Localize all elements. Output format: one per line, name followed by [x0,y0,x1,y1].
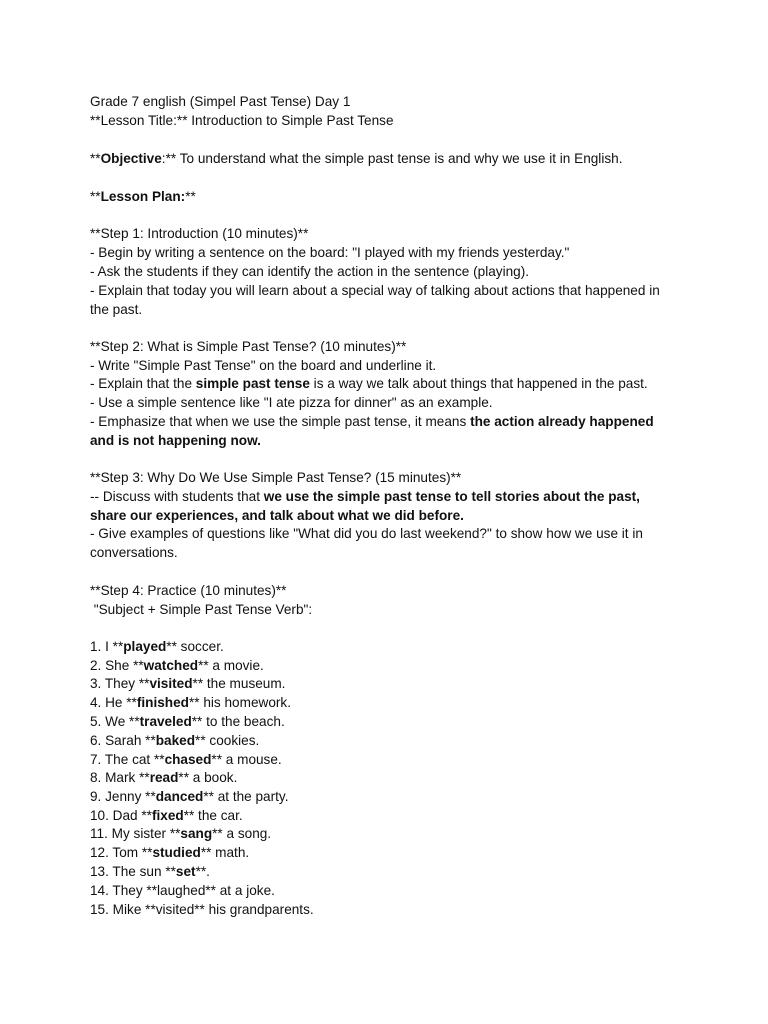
example-verb: watched [143,658,199,673]
step2-bullet-4-cont [90,431,261,450]
step2-heading: **Step 2: What is Simple Past Tense? (10 minutes)** [90,339,407,354]
example-item: 9. Jenny **danced** at the party. [90,789,289,804]
step3-heading: **Step 3: Why Do We Use Simple Past Tense? (15 minutes)** [90,470,462,485]
step2-bullet-3: - Use a simple sentence like "I ate pizza for dinner" as an example. [90,395,493,410]
lesson-title-text: Introduction to Simple Past Tense [191,113,394,128]
step3-bullet-2-cont: conversations. [90,545,178,560]
objective-line [90,149,623,168]
step1-bullet-3-cont: the past. [90,302,143,317]
example-verb: finished [136,695,189,710]
example-item: 4. He **finished** his homework. [90,695,291,710]
example-item: 5. We **traveled** to the beach. [90,714,285,729]
example-verb: fixed [151,808,184,823]
example-item: 12. Tom **studied** math. [90,845,250,860]
step3-bullet-2: - Give examples of questions like "What did you do last weekend?" to show how we use it in [90,526,643,541]
example-verb: danced [155,789,204,804]
step4-formula: "Subject + Simple Past Tense Verb": [90,602,313,617]
example-item: 14. They **laughed** at a joke. [90,883,275,898]
step2-bullet-2 [90,374,648,393]
example-verb: set [175,864,196,879]
objective-middle: :** [161,151,180,166]
example-verb: studied [152,845,201,860]
lesson-plan-prefix: ** [90,189,101,204]
example-item: 3. They **visited** the museum. [90,676,286,691]
example-item: 7. The cat **chased** a mouse. [90,752,282,767]
objective-label: Objective [100,151,162,166]
step2-bullet-2-pre: - Explain that the [90,376,196,391]
example-verb: baked [155,733,196,748]
step3-bullet-1-bold-cont: share our experiences, and talk about what we did before. [90,508,464,523]
lesson-title-prefix: **Lesson Title:** [90,113,192,128]
example-verb: sang [180,826,213,841]
step3-bullet-1-pre: -- Discuss with students that [90,489,264,504]
step2-bullet-4 [90,412,654,431]
step1-heading: **Step 1: Introduction (10 minutes)** [90,226,309,241]
step2-bullet-1: - Write "Simple Past Tense" on the board and underline it. [90,358,437,373]
example-verb: played [123,639,167,654]
example-verb: read [149,770,179,785]
example-item: 15. Mike **visited** his grandparents. [90,902,314,917]
step3-bullet-1 [90,487,640,506]
example-item: 13. The sun **set**. [90,864,210,879]
example-item: 10. Dad **fixed** the car. [90,808,243,823]
step1-bullet-3: - Explain that today you will learn about a special way of talking about actions that happened in [90,283,660,298]
step3-bullet-1-bold: we use the simple past tense to tell stories about the past, [263,489,640,504]
example-item: 2. She **watched** a movie. [90,658,264,673]
step2-bullet-2-post: is a way we talk about things that happened in the past. [309,376,648,391]
step1-bullet-2: - Ask the students if they can identify the action in the sentence (playing). [90,264,530,279]
example-item: 6. Sarah **baked** cookies. [90,733,260,748]
step2-bullet-4-pre: - Emphasize that when we use the simple past tense, it means [90,414,471,429]
lesson-plan-line [90,187,196,206]
lesson-plan-label: Lesson Plan: [100,189,186,204]
lesson-plan-suffix: ** [185,189,196,204]
step2-bullet-4-bold: the action already happened [470,414,654,429]
step3-bullet-1-cont [90,506,464,525]
objective-prefix: ** [90,151,101,166]
objective-text: To understand what the simple past tense is and why we use it in English. [179,151,623,166]
document-header: Grade 7 english (Simpel Past Tense) Day 1 [90,94,351,109]
lesson-title-line [90,111,394,130]
example-item: 11. My sister **sang** a song. [90,826,272,841]
example-verb: chased [164,752,212,767]
example-item: 1. I **played** soccer. [90,639,224,654]
example-item: 8. Mark **read** a book. [90,770,238,785]
example-verb: visited [149,676,193,691]
step2-bullet-4-bold-cont: and is not happening now. [90,433,261,448]
step2-bullet-2-bold: simple past tense [195,376,310,391]
step1-bullet-1: - Begin by writing a sentence on the board: "I played with my friends yesterday." [90,245,570,260]
example-verb: traveled [139,714,192,729]
step4-heading: **Step 4: Practice (10 minutes)** [90,583,287,598]
